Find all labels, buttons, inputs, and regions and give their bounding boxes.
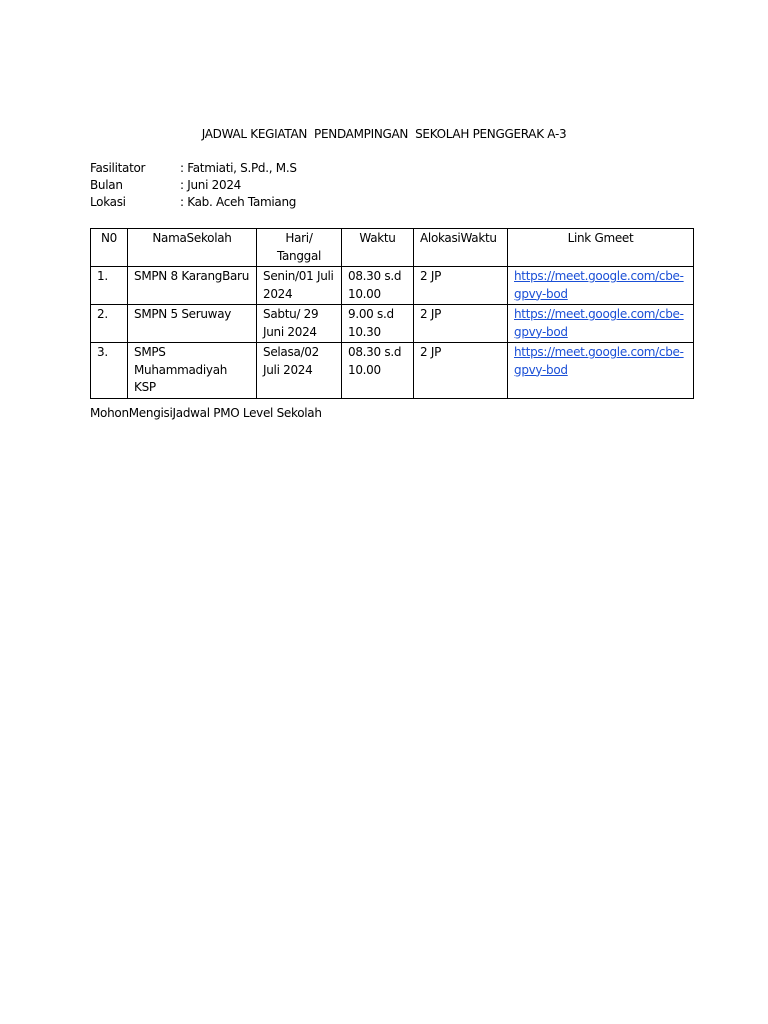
cell-waktu: 08.30 s.d 10.00: [342, 343, 414, 399]
document-title: JADWAL KEGIATAN PENDAMPINGAN SEKOLAH PENGGERAK A-3: [201, 127, 567, 141]
header-alokasi-waktu: AlokasiWaktu: [414, 229, 508, 267]
info-value: : Juni 2024: [180, 178, 241, 192]
info-value: : Fatmiati, S.Pd., M.S: [180, 161, 297, 175]
table-row: [91, 343, 694, 399]
cell-alokasi: 2 JP: [414, 343, 508, 399]
cell-link: [508, 305, 694, 343]
header-link-gmeet: Link Gmeet: [508, 229, 694, 267]
info-row-bulan: [90, 177, 297, 194]
schedule-table: [90, 228, 694, 399]
cell-link: [508, 267, 694, 305]
info-label: Fasilitator: [90, 161, 146, 175]
cell-waktu: 08.30 s.d 10.00: [342, 267, 414, 305]
table-row: [91, 267, 694, 305]
cell-no: 3.: [91, 343, 128, 399]
table-row: [91, 305, 694, 343]
gmeet-link[interactable]: https://meet.google.com/cbe-gpvy-bod: [514, 269, 684, 301]
footer-note: MohonMengisiJadwal PMO Level Sekolah: [90, 406, 322, 420]
info-label: Lokasi: [90, 195, 126, 209]
table-header-row: [91, 229, 694, 267]
cell-tanggal: Senin/01 Juli 2024: [257, 267, 342, 305]
info-label: Bulan: [90, 178, 123, 192]
header-no: N0: [91, 229, 128, 267]
header-waktu: Waktu: [342, 229, 414, 267]
cell-alokasi: 2 JP: [414, 305, 508, 343]
header-nama-sekolah: NamaSekolah: [128, 229, 257, 267]
cell-link: [508, 343, 694, 399]
cell-tanggal: Sabtu/ 29 Juni 2024: [257, 305, 342, 343]
cell-alokasi: 2 JP: [414, 267, 508, 305]
cell-waktu: 9.00 s.d 10.30: [342, 305, 414, 343]
cell-tanggal: Selasa/02 Juli 2024: [257, 343, 342, 399]
info-row-lokasi: [90, 194, 297, 211]
info-value: : Kab. Aceh Tamiang: [180, 195, 297, 209]
gmeet-link[interactable]: https://meet.google.com/cbe-gpvy-bod: [514, 307, 684, 339]
cell-sekolah: SMPS Muhammadiyah KSP: [128, 343, 257, 399]
cell-sekolah: SMPN 8 KarangBaru: [128, 267, 257, 305]
cell-no: 2.: [91, 305, 128, 343]
info-block: [90, 160, 297, 211]
cell-no: 1.: [91, 267, 128, 305]
info-row-fasilitator: [90, 160, 297, 177]
gmeet-link[interactable]: https://meet.google.com/cbe-gpvy-bod: [514, 345, 684, 377]
cell-sekolah: SMPN 5 Seruway: [128, 305, 257, 343]
header-hari-tanggal: Hari/ Tanggal: [257, 229, 342, 267]
